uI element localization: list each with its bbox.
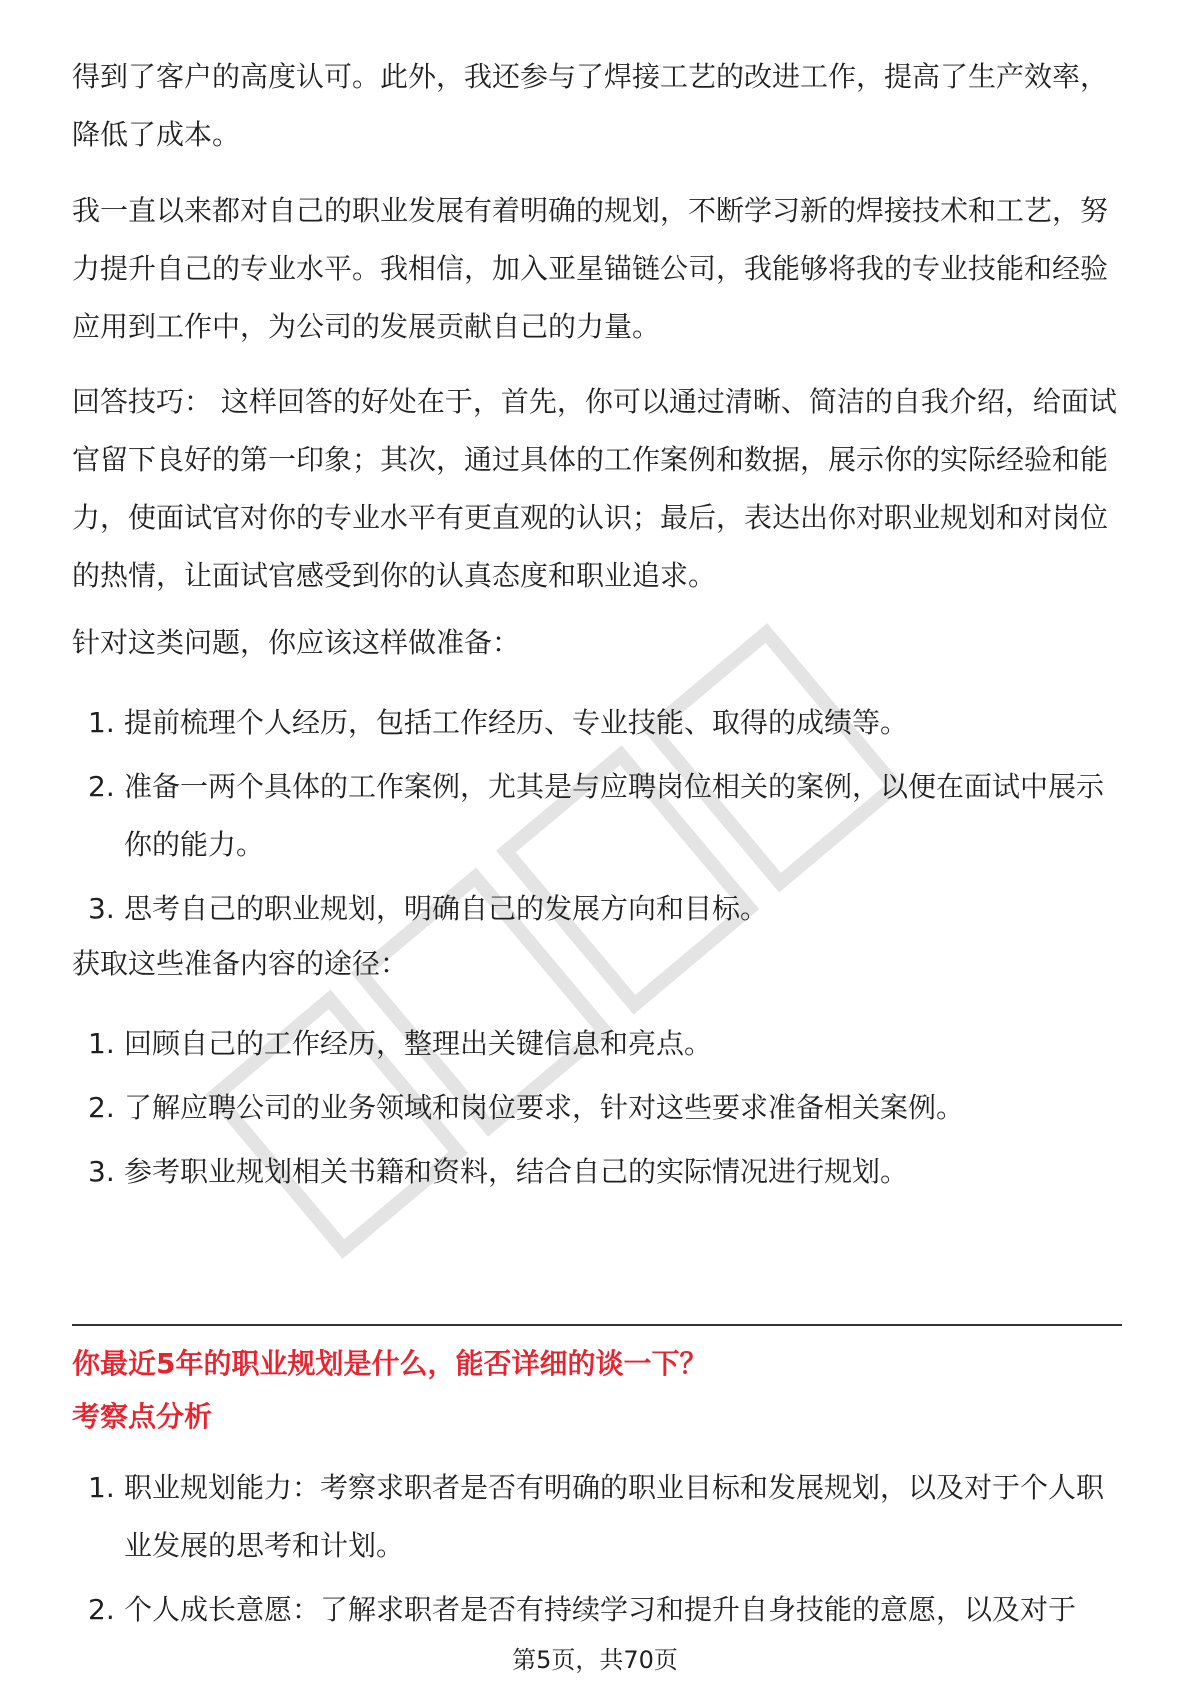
list-item: 3. 参考职业规划相关书籍和资料，结合自己的实际情况进行规划。 [88, 1155, 909, 1188]
paragraph-2: 我一直以来都对自己的职业发展有着明确的规划，不断学习新的焊接技术和工艺，努力提升自己的专业水平。我相信，加入亚星锚链公司，我能够将我的专业技能和经验应用到工作中，为公司的发展贡献自己的力量。 [72, 194, 1109, 343]
paragraph-1: 得到了客户的高度认可。此外，我还参与了焊接工艺的改进工作，提高了生产效率，降低了成本。 [72, 60, 1109, 151]
list-item: 3. 思考自己的职业规划，明确自己的发展方向和目标。 [88, 892, 769, 925]
source-list [72, 1015, 1122, 1207]
question-heading: 你最近5年的职业规划是什么，能否详细的谈一下？ [72, 1347, 708, 1380]
paragraph-answer-tips: 回答技巧： 这样回答的好处在于，首先，你可以通过清晰、简洁的自我介绍，给面试官留下良好的第一印象；其次，通过具体的工作案例和数据，展示你的实际经验和能力，使面试官对你的专业水平有更直观的认识；最后，表达出你对职业规划和对岗位的热情，让面试官感受到你的认真态度和职业追求。 [72, 385, 1117, 592]
list-item: 2. 个人成长意愿：了解求职者是否有持续学习和提升自身技能的意愿，以及对于 [88, 1593, 1077, 1626]
list-item: 1. 回顾自己的工作经历，整理出关键信息和亮点。 [88, 1027, 713, 1060]
paragraph-sources-intro: 获取这些准备内容的途径： [72, 947, 409, 980]
list-item: 1. 职业规划能力：考察求职者是否有明确的职业目标和发展规划，以及对于个人职业发展的思考和计划。 [88, 1471, 1105, 1562]
paragraph-prep-intro: 针对这类问题，你应该这样做准备： [72, 626, 521, 659]
section-divider [72, 1324, 1122, 1326]
list-item: 2. 准备一两个具体的工作案例，尤其是与应聘岗位相关的案例，以便在面试中展示你的能力。 [88, 770, 1105, 861]
analysis-heading: 考察点分析 [72, 1400, 213, 1433]
prep-list [72, 694, 1122, 944]
list-item: 1. 提前梳理个人经历，包括工作经历、专业技能、取得的成绩等。 [88, 706, 909, 739]
page-number: 第5页，共70页 [512, 1646, 678, 1674]
analysis-list [72, 1459, 1122, 1645]
list-item: 2. 了解应聘公司的业务领域和岗位要求，针对这些要求准备相关案例。 [88, 1091, 965, 1124]
